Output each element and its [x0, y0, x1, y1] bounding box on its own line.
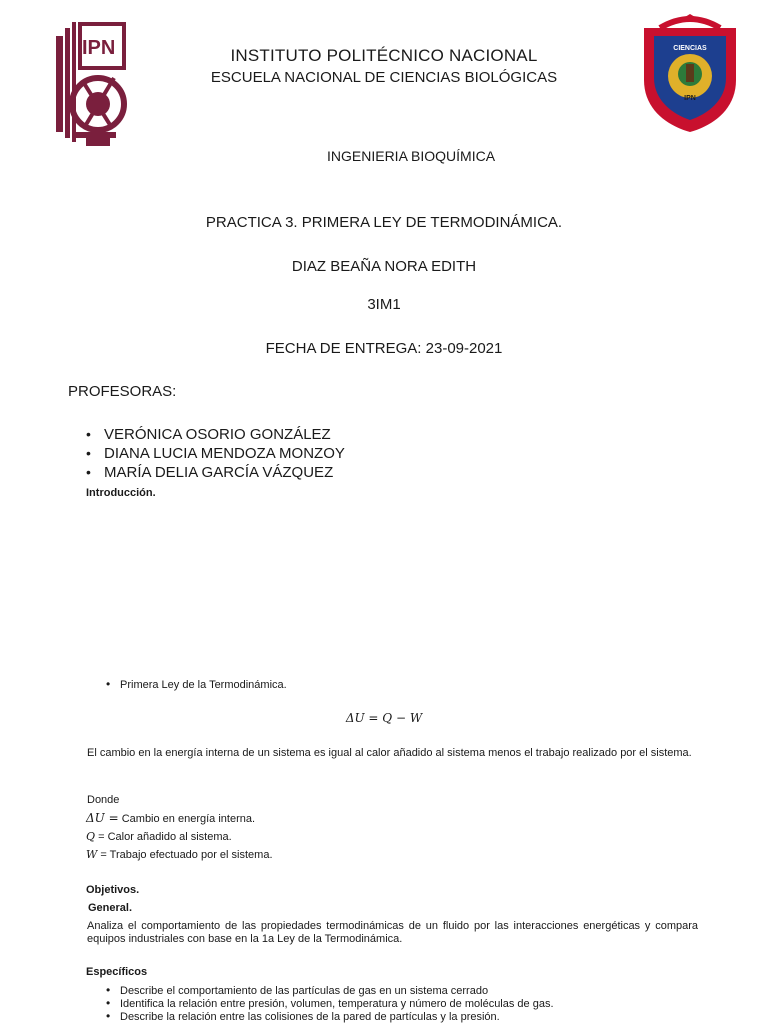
- where-definitions: [86, 812, 486, 866]
- first-law-explanation: El cambio en la energía interna de un sistema es igual al calor añadido al sistema menos el trabajo realizado por el sistema.: [87, 747, 692, 759]
- professor-item: • DIANA LUCIA MENDOZA MONZOY: [84, 444, 345, 463]
- specific-objective-item: • Describe la relación entre las colisiones de la pared de partículas y la presión.: [104, 1011, 724, 1024]
- school-name: ESCUELA NACIONAL DE CIENCIAS BIOLÓGICAS: [210, 69, 558, 86]
- definition-symbol: Q: [86, 830, 96, 843]
- first-law-list: [104, 679, 287, 692]
- due-date: FECHA DE ENTREGA: 23-09-2021: [265, 340, 503, 357]
- where-label: Donde: [87, 794, 120, 806]
- definition-text: Cambio en energía interna.: [121, 813, 256, 825]
- professors-heading: PROFESORAS:: [68, 383, 177, 400]
- professors-list: [84, 425, 345, 482]
- specific-objectives-list: [104, 985, 724, 1024]
- practice-title: PRACTICA 3. PRIMERA LEY DE TERMODINÁMICA.: [205, 214, 563, 231]
- general-objective-text: Analiza el comportamiento de las propiedades termodinámicas de un fluido por las interacciones energéticas y compara equipos industriales con base en la 1a Ley de la Termodinámica.: [87, 920, 698, 945]
- svg-text:CIENCIAS: CIENCIAS: [673, 45, 707, 52]
- career-name: INGENIERIA BIOQUÍMICA: [327, 148, 496, 164]
- group: 3IM1: [367, 296, 401, 313]
- professor-item: • MARÍA DELIA GARCÍA VÁZQUEZ: [84, 463, 345, 482]
- specific-objective-item: • Identifica la relación entre presión, volumen, temperatura y número de moléculas de gas.: [104, 998, 724, 1011]
- encb-logo-ipn: IPN: [684, 95, 696, 102]
- specific-objective-item: • Describe el comportamiento de las partículas de gas en un sistema cerrado: [104, 985, 724, 998]
- objectives-heading: Objetivos.: [86, 884, 140, 896]
- first-law-equation: ΔU = Q − W: [345, 711, 423, 725]
- ipn-logo-text: IPN: [82, 37, 116, 59]
- definition-text: = Trabajo efectuado por el sistema.: [100, 849, 273, 861]
- definition-row: [86, 812, 486, 830]
- professor-item: • VERÓNICA OSORIO GONZÁLEZ: [84, 425, 345, 444]
- definition-row: [86, 830, 486, 848]
- definition-row: [86, 848, 486, 866]
- institute-name: INSTITUTO POLITÉCNICO NACIONAL: [230, 46, 538, 65]
- definition-text: = Calor añadido al sistema.: [98, 831, 232, 843]
- specific-objectives-heading: Específicos: [86, 966, 148, 978]
- first-law-item: • Primera Ley de la Termodinámica.: [104, 679, 287, 692]
- student-name: DIAZ BEAÑA NORA EDITH: [291, 258, 477, 275]
- general-objective-heading: General.: [88, 902, 133, 914]
- definition-symbol: ΔU =: [86, 811, 119, 825]
- definition-symbol: W: [86, 848, 98, 861]
- intro-heading: Introducción.: [86, 487, 156, 499]
